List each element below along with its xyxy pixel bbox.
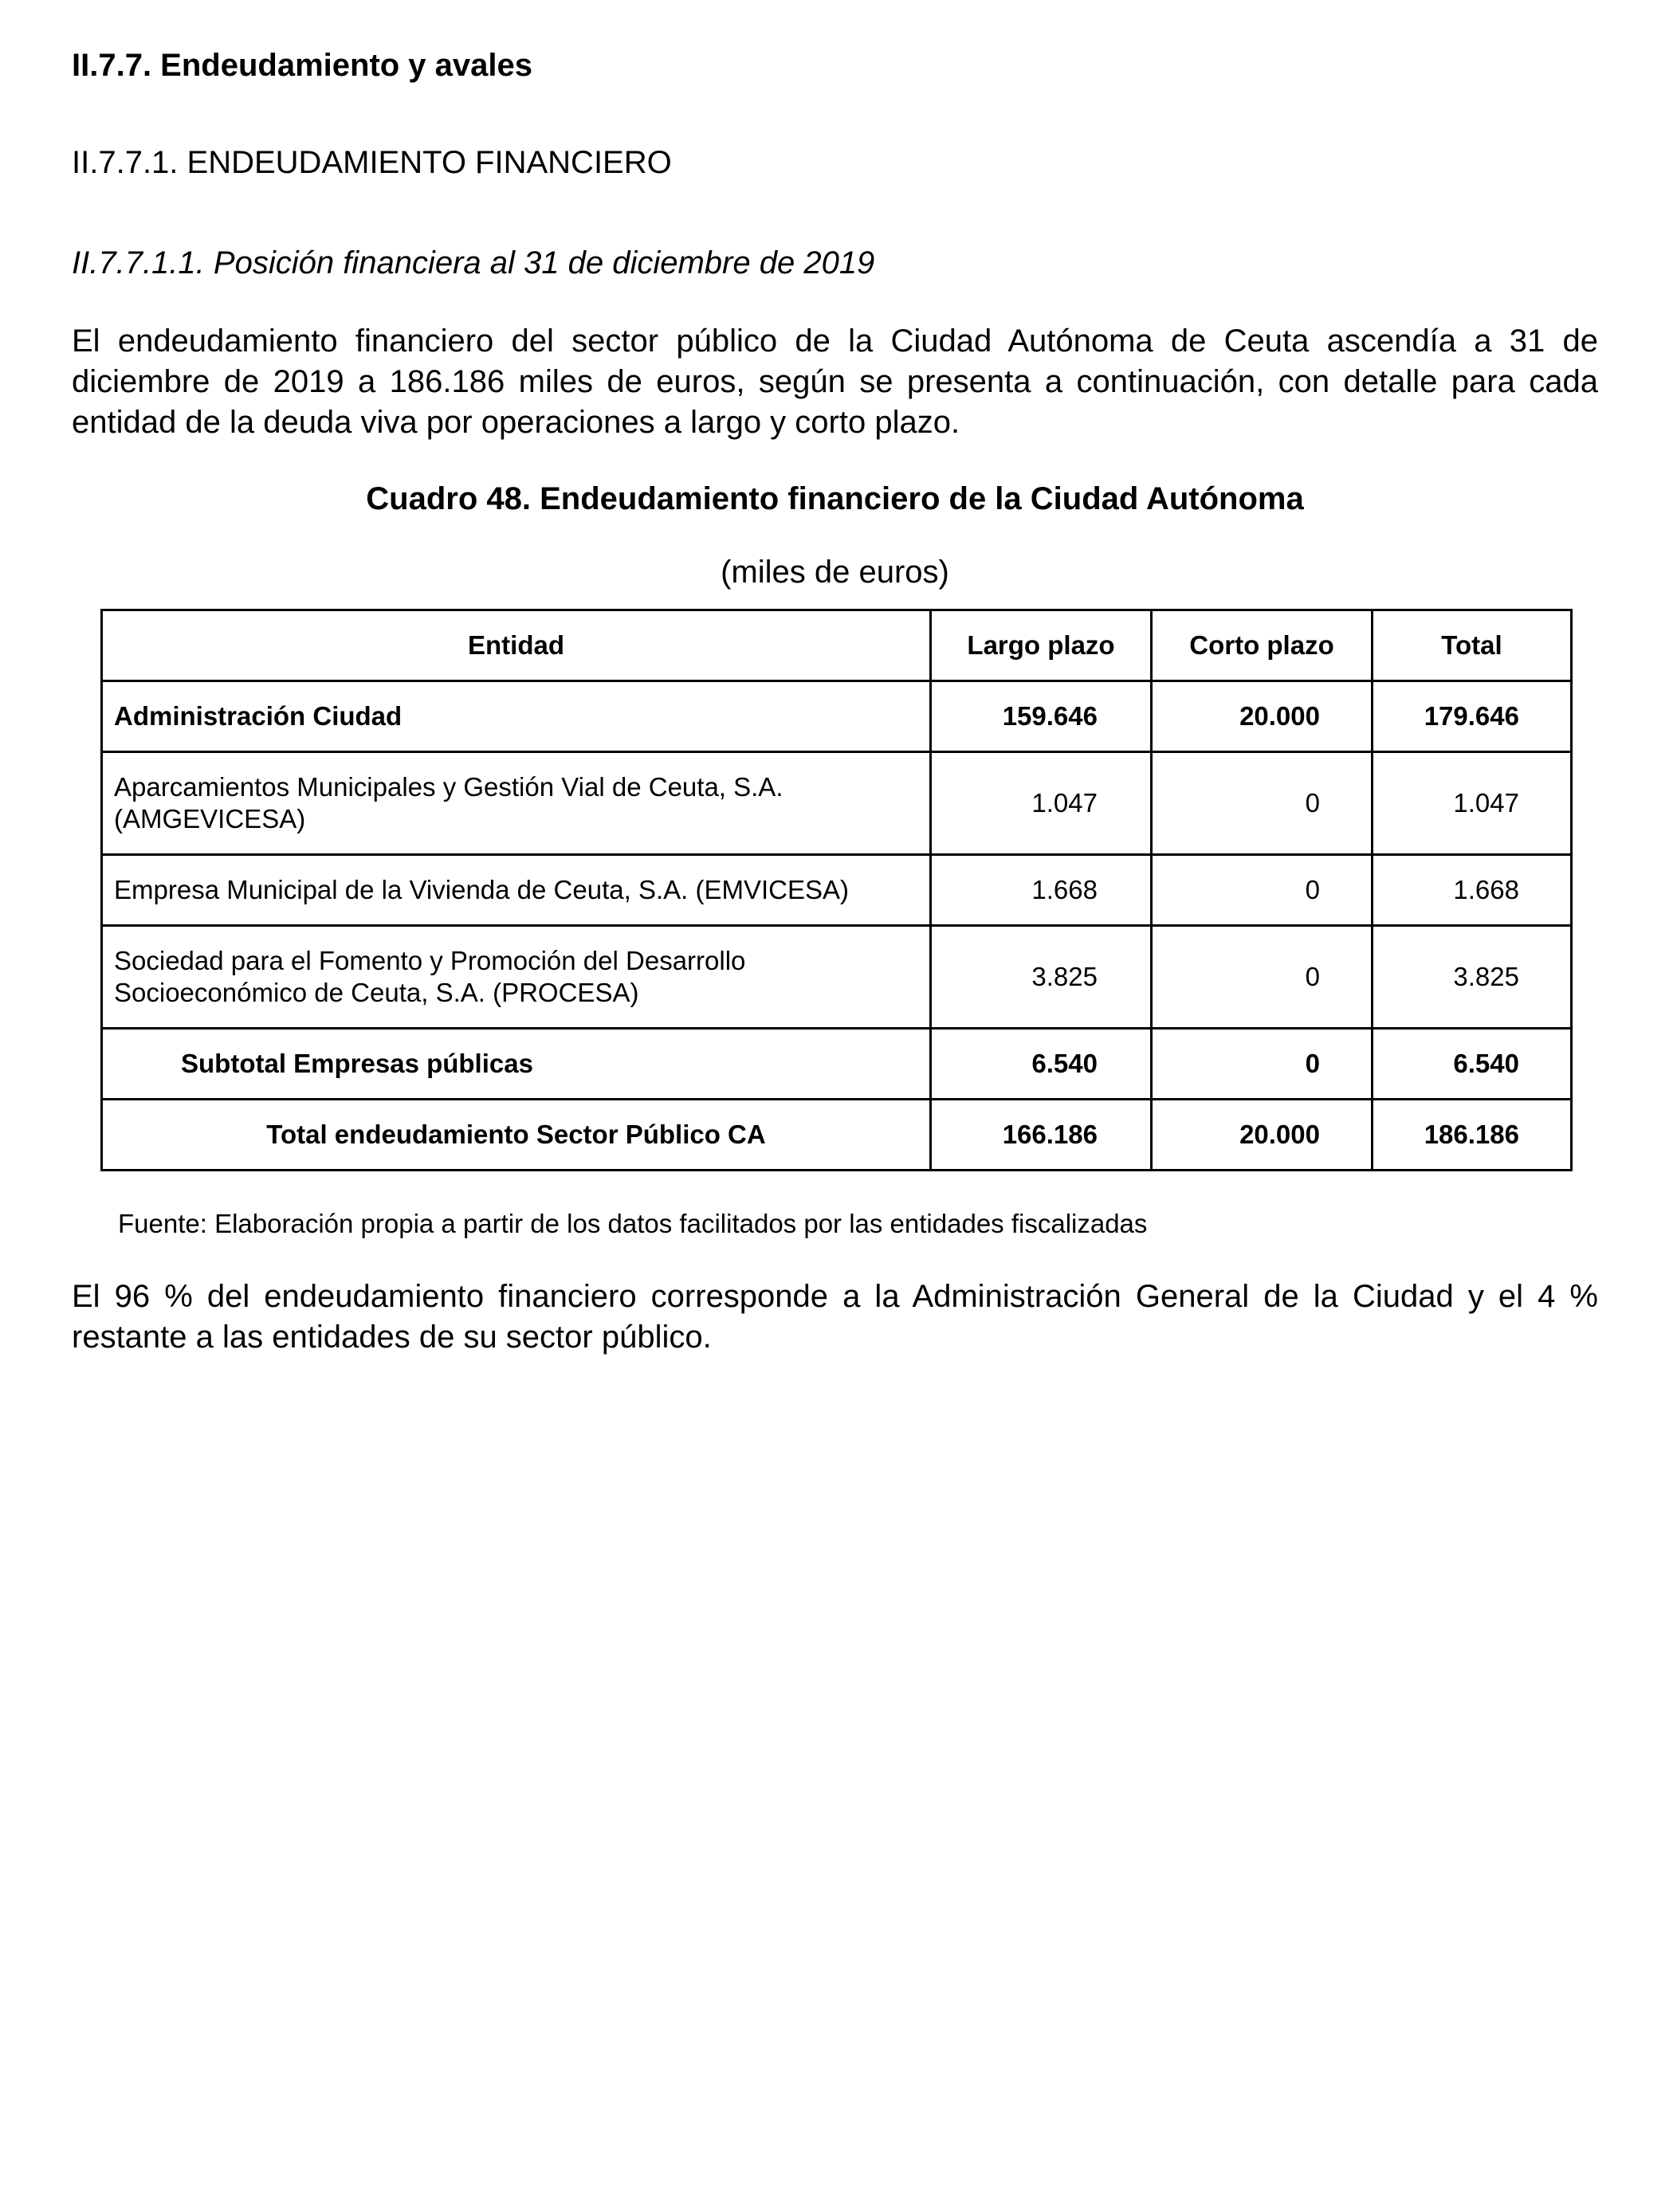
header-total: Total — [1373, 610, 1572, 681]
row-total: 179.646 — [1373, 681, 1572, 752]
table-units: (miles de euros) — [721, 555, 949, 590]
row-entity-line1: Aparcamientos Municipales y Gestión Vial de Ceuta, S.A. — [114, 772, 784, 802]
intro-paragraph: El endeudamiento financiero del sector público de la Ciudad Autónoma de Ceuta ascendía a 31 de diciembre de 2019 a 186.186 miles de euros, según se presenta a continuación, con detalle para cada entidad de la deuda viva por operaciones a largo y corto plazo. — [72, 324, 1598, 440]
row-entity — [102, 926, 931, 1029]
row-entity-line2: Socioeconómico de Ceuta, S.A. (PROCESA) — [114, 978, 639, 1007]
row-long-term: 159.646 — [931, 681, 1152, 752]
section-heading: II.7.7. Endeudamiento y avales — [72, 48, 533, 83]
row-entity: Total endeudamiento Sector Público CA — [102, 1100, 931, 1171]
header-short-term: Corto plazo — [1152, 610, 1373, 681]
row-long-term: 6.540 — [931, 1029, 1152, 1100]
table-row — [102, 681, 1572, 752]
row-short-term: 0 — [1152, 926, 1373, 1029]
table-row — [102, 926, 1572, 1029]
row-total: 3.825 — [1373, 926, 1572, 1029]
table-header-row — [102, 610, 1572, 681]
row-short-term: 0 — [1152, 1029, 1373, 1100]
row-total: 6.540 — [1373, 1029, 1572, 1100]
row-short-term: 0 — [1152, 752, 1373, 855]
closing-paragraph: El 96 % del endeudamiento financiero corresponde a la Administración General de la Ciudad y el 4 % restante a las entidades de su sector público. — [72, 1279, 1598, 1355]
table-row — [102, 855, 1572, 926]
debt-table — [100, 609, 1573, 1171]
row-short-term: 20.000 — [1152, 681, 1373, 752]
header-long-term: Largo plazo — [931, 610, 1152, 681]
row-long-term: 1.668 — [931, 855, 1152, 926]
table-row — [102, 752, 1572, 855]
table-row-total — [102, 1100, 1572, 1171]
row-total: 186.186 — [1373, 1100, 1572, 1171]
row-long-term: 1.047 — [931, 752, 1152, 855]
row-short-term: 0 — [1152, 855, 1373, 926]
subsection-heading: II.7.7.1. ENDEUDAMIENTO FINANCIERO — [72, 145, 672, 180]
row-long-term: 166.186 — [931, 1100, 1152, 1171]
row-entity: Administración Ciudad — [102, 681, 931, 752]
row-entity — [102, 752, 931, 855]
row-total: 1.047 — [1373, 752, 1572, 855]
row-total: 1.668 — [1373, 855, 1572, 926]
row-entity-line2: (AMGEVICESA) — [114, 804, 306, 833]
row-long-term: 3.825 — [931, 926, 1152, 1029]
table-row-subtotal — [102, 1029, 1572, 1100]
header-entity: Entidad — [102, 610, 931, 681]
row-entity: Empresa Municipal de la Vivienda de Ceuta, S.A. (EMVICESA) — [102, 855, 931, 926]
table-source-note: Fuente: Elaboración propia a partir de los datos facilitados por las entidades fiscalizadas — [118, 1209, 1148, 1238]
table-caption: Cuadro 48. Endeudamiento financiero de la Ciudad Autónoma — [366, 481, 1304, 516]
row-entity-line1: Sociedad para el Fomento y Promoción del Desarrollo — [114, 946, 746, 975]
row-entity: Subtotal Empresas públicas — [102, 1029, 931, 1100]
subsubsection-heading: II.7.7.1.1. Posición financiera al 31 de diciembre de 2019 — [72, 245, 875, 280]
debt-table-container — [100, 609, 1570, 1171]
row-short-term: 20.000 — [1152, 1100, 1373, 1171]
